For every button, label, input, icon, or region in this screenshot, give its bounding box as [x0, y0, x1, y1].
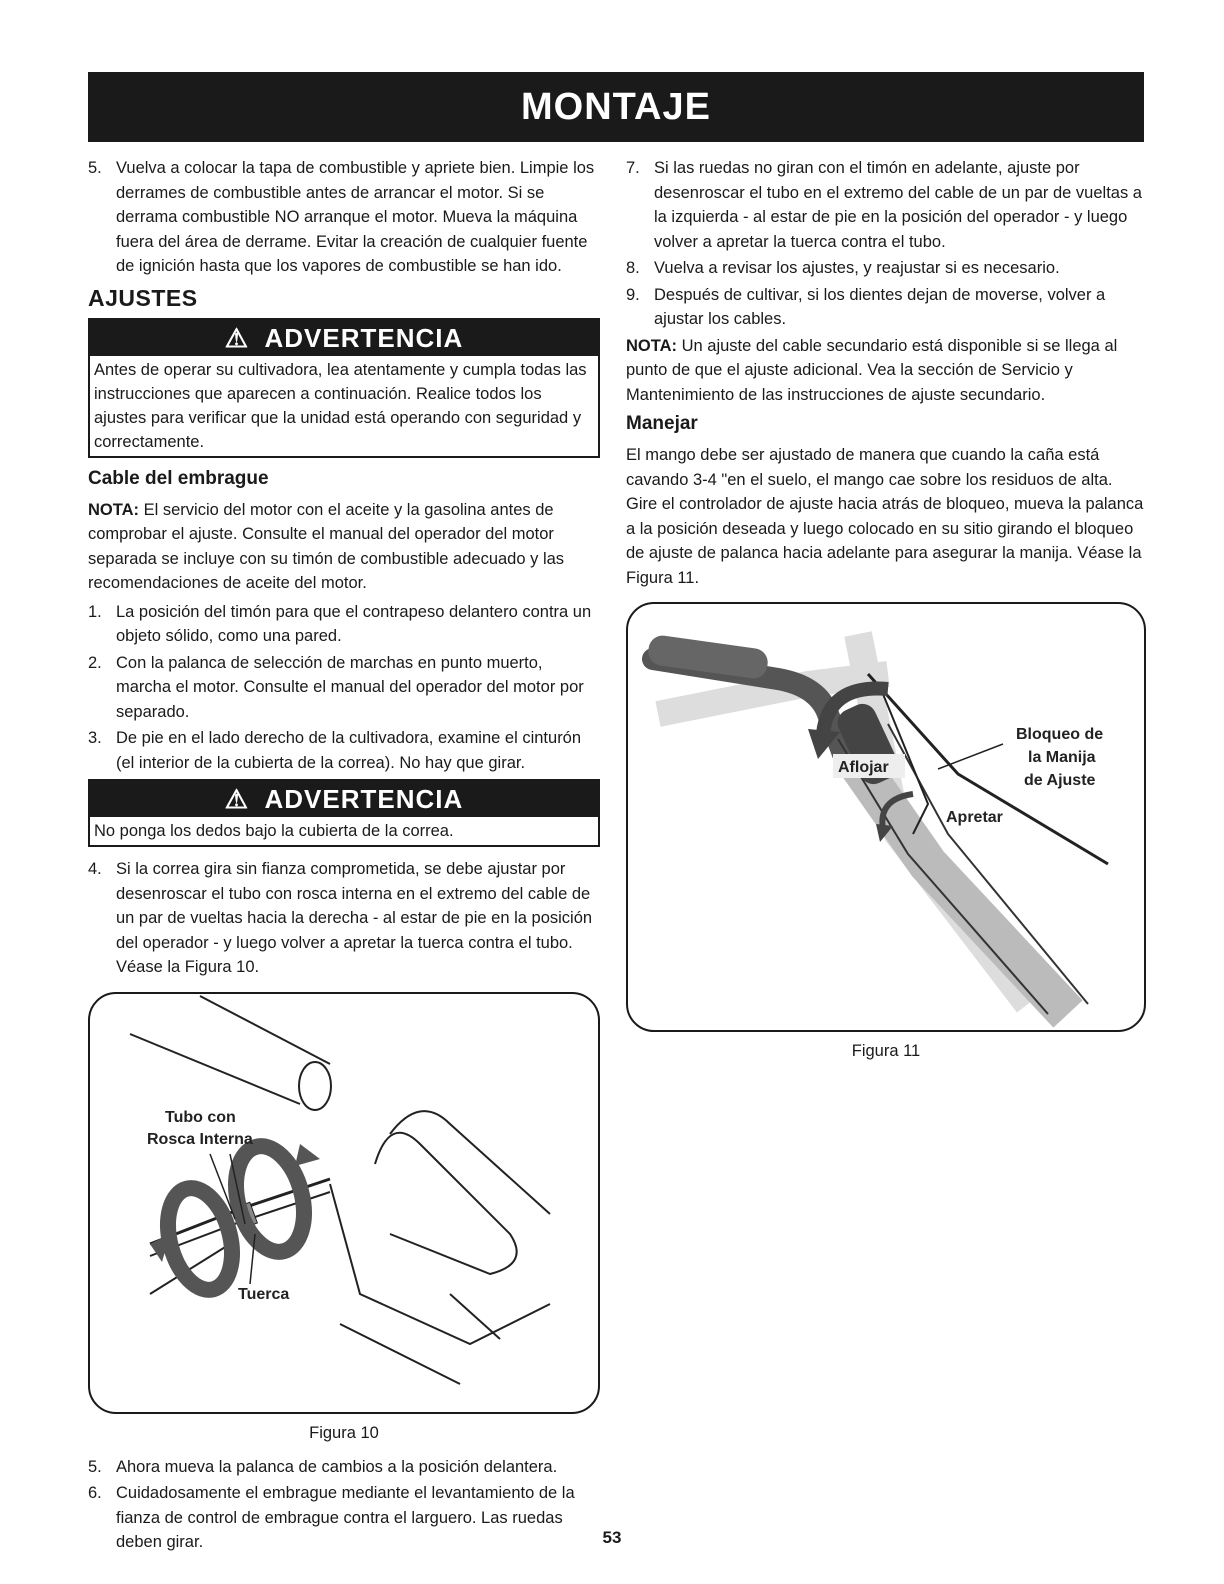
warning-box-1: ⚠ ADVERTENCIA Antes de operar su cultivadora, lea atentamente y cumpla todas las instrucciones que aparecen a continuación. Realice todos los ajustes para verificar que la unidad está operando con seguridad y correctamente.: [88, 318, 600, 458]
step-4: 4. Si la correa gira sin fianza comprometida, se debe ajustar por desenroscar el tubo con rosca interna en el extremo del cable de un par de vueltas hacia la derecha - al estar de pie en la posición del operador - y luego volver a apretar la tuerca contra el tubo. Véase la Figura 10.: [88, 860, 593, 976]
step-5-fuel-cap: 5. Vuelva a colocar la tapa de combustible y apriete bien. Limpie los derrames de combustible antes de arrancar el motor. Si se derrama combustible NO arranque el motor. Mueva la máquina fuera del área de derrame. Evitar la creación de cualquier fuente de ignición hasta que los vapores de combustible se han ido.: [88, 159, 595, 275]
step-1: 1. La posición del timón para que el contrapeso delantero contra un objeto sólido, como una pared.: [88, 602, 592, 645]
label-internal-thread: Rosca Interna: [147, 1130, 253, 1148]
label-nut: Tuerca: [238, 1285, 290, 1303]
warning-box-2: ⚠ ADVERTENCIA No ponga los dedos bajo la cubierta de la correa.: [88, 779, 600, 847]
label-lock-1: Bloqueo de: [1016, 726, 1104, 743]
handle-lock-drawing: [628, 604, 1146, 1030]
label-tighten: Apretar: [946, 809, 1003, 826]
step-8: 8. Vuelva a revisar los ajustes, y reajustar si es necesario.: [626, 259, 1060, 277]
nota-2: NOTA: Un ajuste del cable secundario está disponible si se llega al punto de que el ajuste adicional. Vea la sección de Servicio y Mantenimiento de las instrucciones de ajuste secundario.: [626, 336, 1118, 404]
manejar-heading: Manejar: [626, 413, 698, 434]
section-banner: MONTAJE: [88, 72, 1144, 142]
figure-10-caption: Figura 10: [309, 1423, 379, 1442]
figure-10-illustration: [88, 992, 600, 1414]
label-loosen: Aflojar: [838, 759, 889, 776]
step-9: 9. Después de cultivar, si los dientes dejan de moverse, volver a ajustar los cables.: [626, 285, 1106, 328]
step-3: 3. De pie en el lado derecho de la cultivadora, examine el cinturón (el interior de la cubierta de la correa). No hay que girar.: [88, 729, 582, 772]
right-column: [626, 156, 1146, 1073]
step-6: 6. Cuidadosamente el embrague mediante el levantamiento de la fianza de control de embrague contra el larguero. Las ruedas deben girar.: [88, 1484, 575, 1551]
label-tube: Tubo con: [165, 1108, 236, 1126]
warning-triangle-icon: ⚠: [224, 322, 250, 353]
warning-header: ⚠ ADVERTENCIA: [90, 781, 598, 817]
warning-triangle-icon: ⚠: [224, 784, 250, 814]
left-column: [88, 156, 600, 1557]
step-7: 7. Si las ruedas no giran con el timón en adelante, ajuste por desenroscar el tubo en el extremo del cable de un par de vueltas a la izquierda - al estar de pie en la posición del operador - y luego volver a apretar la tuerca contra el tubo.: [626, 159, 1142, 251]
ajustes-heading: AJUSTES: [88, 284, 198, 311]
cable-tube-drawing: [90, 994, 600, 1412]
figure-11-caption: Figura 11: [851, 1042, 921, 1060]
manejar-text: El mango debe ser ajustado de manera que cuando la caña está cavando 3-4 "en el suelo, el mango cae sobre los residuos de alta. Gire el controlador de ajuste hacia atrás de bloqueo, mueva la palanca a la posición deseada y luego colocado en su sitio girando el bloqueo de ajuste de palanca hacia adelante para asegurar la manija. Véase la Figura 11.: [626, 446, 1144, 587]
step-5-shift: 5. Ahora mueva la palanca de cambios a la posición delantera.: [88, 1457, 558, 1476]
page-number: 53: [602, 1528, 622, 1547]
label-lock-3: de Ajuste: [1024, 772, 1096, 789]
nota-1: NOTA: El servicio del motor con el aceite y la gasolina antes de comprobar el ajuste. Consulte el manual del operador del motor separada se incluye con su timón de combustible adecuado y las recomendaciones de aceite del motor.: [88, 500, 565, 592]
label-lock-2: la Manija: [1028, 749, 1096, 766]
cable-heading: Cable del embrague: [88, 467, 269, 489]
warning-header: ⚠ ADVERTENCIA: [90, 320, 598, 356]
step-2: 2. Con la palanca de selección de marchas en punto muerto, marcha el motor. Consulte el manual del operador del motor por separado.: [88, 653, 584, 721]
figure-11-illustration: [626, 602, 1146, 1032]
